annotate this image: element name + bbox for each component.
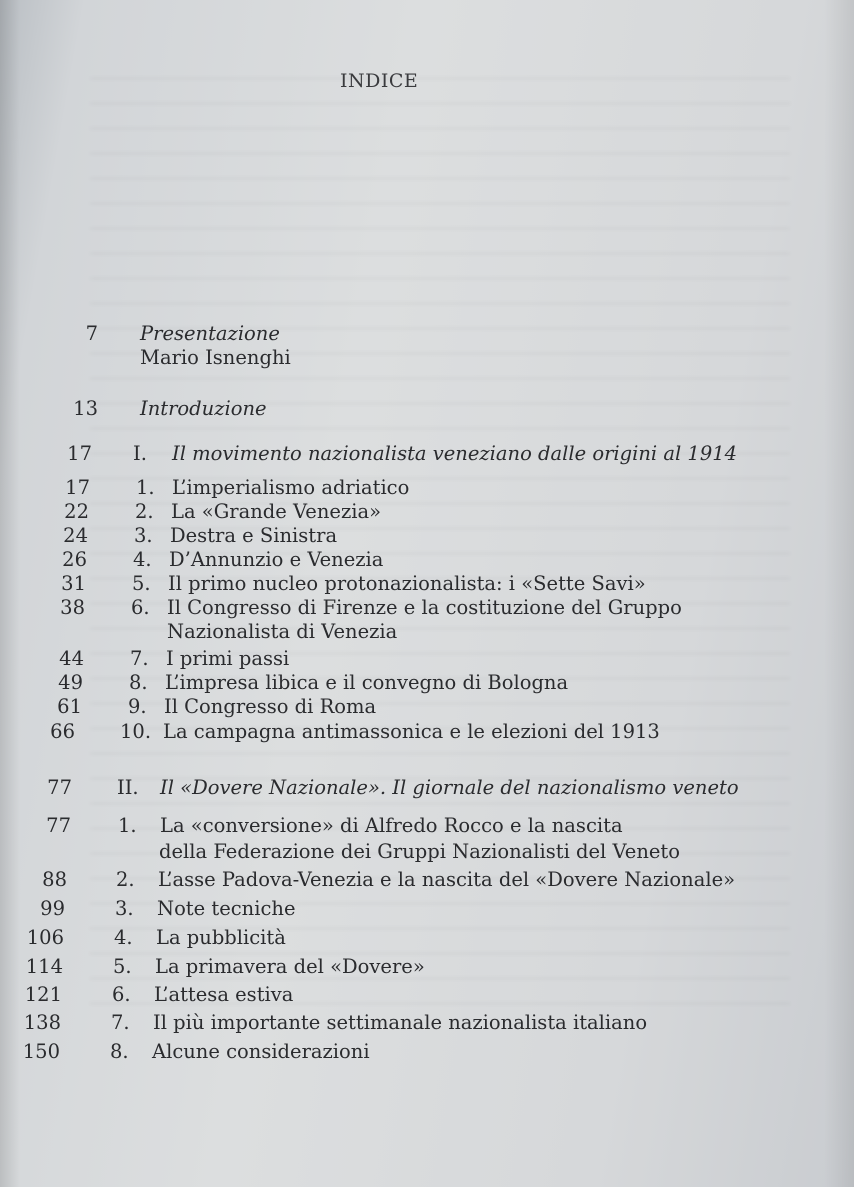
toc-page-number: 44: [59, 647, 84, 670]
toc-section-title: L’imperialismo adriatico: [172, 476, 410, 499]
toc-section-title-line2: Nazionalista di Venezia: [167, 620, 398, 643]
toc-section-number: 7.: [130, 647, 149, 670]
toc-page-number: 77: [46, 814, 71, 837]
toc-chapter-number: II.: [117, 776, 139, 799]
toc-title: Presentazione: [140, 322, 280, 345]
index-heading: INDICE: [340, 70, 419, 92]
toc-page-number: 99: [40, 897, 65, 920]
toc-section-title: Il primo nucleo protonazionalista: i «Sette Savi»: [168, 572, 646, 595]
page-shadow-left: [0, 0, 20, 1187]
page-shadow-right: [824, 0, 854, 1187]
toc-section-title: Il Congresso di Firenze e la costituzione del Gruppo: [167, 596, 682, 619]
toc-section-number: 8.: [129, 671, 148, 694]
toc-section-number: 4.: [114, 926, 133, 949]
toc-section-number: 6.: [112, 983, 131, 1006]
toc-title: Introduzione: [140, 397, 267, 420]
toc-section-number: 6.: [131, 596, 150, 619]
toc-page-number: 77: [47, 776, 72, 799]
toc-section-title: L’attesa estiva: [154, 983, 294, 1006]
toc-section-number: 1.: [136, 476, 155, 499]
toc-page-number: 121: [24, 983, 62, 1006]
toc-section-title: Alcune considerazioni: [152, 1040, 370, 1063]
toc-page-number: 49: [58, 671, 83, 694]
toc-section-number: 3.: [134, 524, 153, 547]
toc-section-title-line2: della Federazione dei Gruppi Nazionalisti del Veneto: [159, 840, 680, 863]
toc-section-number: 5.: [113, 955, 132, 978]
toc-author-name: Mario Isnenghi: [140, 346, 291, 369]
toc-section-number: 3.: [115, 897, 134, 920]
toc-section-number: 5.: [132, 572, 151, 595]
toc-chapter-number: I.: [133, 442, 147, 465]
toc-page-number: 88: [42, 868, 67, 891]
toc-page-number: 150: [22, 1040, 60, 1063]
toc-section-number: 4.: [133, 548, 152, 571]
toc-section-number: 7.: [111, 1011, 130, 1034]
toc-page-number: 22: [64, 500, 89, 523]
toc-section-title: Il più importante settimanale nazionalista italiano: [153, 1011, 648, 1034]
toc-page-number: 38: [60, 596, 85, 619]
toc-section-title: La campagna antimassonica e le elezioni del 1913: [163, 720, 660, 743]
toc-section-number: 1.: [118, 814, 137, 837]
toc-page-number: 17: [67, 442, 92, 465]
toc-section-number: 2.: [135, 500, 154, 523]
toc-section-number: 10.: [120, 720, 152, 743]
toc-page-number: 66: [50, 720, 75, 743]
toc-section-title: D’Annunzio e Venezia: [169, 548, 384, 571]
toc-section-title: Il Congresso di Roma: [164, 695, 377, 718]
toc-page-number: 13: [73, 397, 98, 420]
toc-page-number: 114: [25, 955, 63, 978]
toc-page-number: 31: [61, 572, 86, 595]
toc-page-number: 24: [63, 524, 88, 547]
toc-section-title: La pubblicità: [156, 926, 286, 949]
toc-section-number: 2.: [116, 868, 135, 891]
toc-page-number: 106: [26, 926, 64, 949]
toc-section-title: L’asse Padova-Venezia e la nascita del «Dovere Nazionale»: [158, 868, 736, 891]
toc-page-number: 26: [62, 548, 87, 571]
toc-chapter-title: Il «Dovere Nazionale». Il giornale del nazionalismo veneto: [160, 776, 739, 799]
toc-section-title: Note tecniche: [157, 897, 296, 920]
toc-section-title: La «conversione» di Alfredo Rocco e la nascita: [160, 814, 623, 837]
toc-chapter-title: Il movimento nazionalista veneziano dalle origini al 1914: [172, 442, 738, 465]
toc-section-title: La «Grande Venezia»: [171, 500, 382, 523]
toc-section-number: 8.: [110, 1040, 129, 1063]
toc-section-title: Destra e Sinistra: [170, 524, 338, 547]
toc-page-number: 138: [23, 1011, 61, 1034]
toc-page-number: 7: [85, 322, 98, 345]
toc-section-number: 9.: [128, 695, 147, 718]
toc-section-title: L’impresa libica e il convegno di Bologna: [165, 671, 569, 694]
toc-page-number: 17: [65, 476, 90, 499]
toc-page-number: 61: [57, 695, 82, 718]
toc-section-title: La primavera del «Dovere»: [155, 955, 425, 978]
toc-section-title: I primi passi: [166, 647, 290, 670]
